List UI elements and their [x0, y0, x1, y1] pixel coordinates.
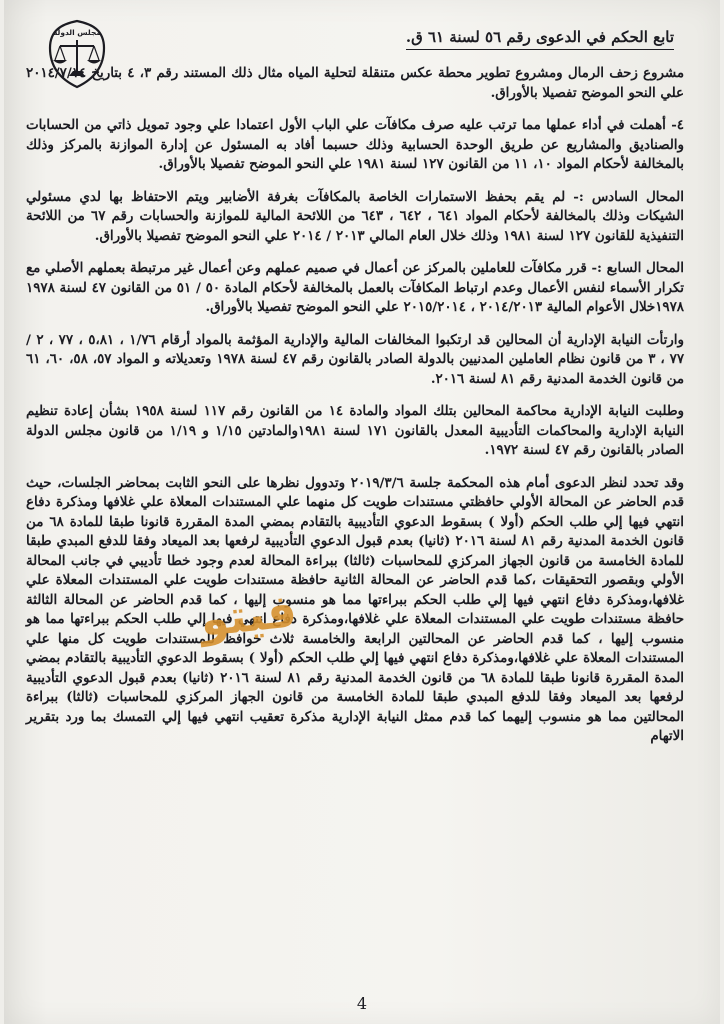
- document-page: [4, 0, 720, 1024]
- judgment-header: تابع الحكم في الدعوى رقم ٥٦ لسنة ٦١ ق.: [406, 28, 674, 50]
- paragraph-violation-4: ٤- أهملت في أداء عملها مما ترتب عليه صرف مكافآت علي الباب الأول اعتمادا علي وجود تمويل ذاتي من الحسابات والصناديق والمشاريع عن طريق الوحدة الحسابية وذلك حسبما أفاد به المسئول عن إدارة الموازنة بالمركز وذلك بالمخالفة لأحكام المواد ١٠، ١١ من القانون ١٢٧ لسنة ١٩٨١ علي النحو الموضح تفصيلا بالأوراق.: [26, 117, 684, 172]
- paragraph-prosecution-request: وطلبت النيابة الإدارية محاكمة المحالين بتلك المواد والمادة ١٤ من القانون رقم ١١٧ لسنة ١٩٥٨ بشأن إعادة تنظيم النيابة الإدارية والمحاكمات التأديبية المعدل بالقانون ١٧١ لسنة ١٩٨١والمادتين ١/١٥ و ١/١٩ من قانون مجلس الدولة الصادر بالقانون رقم ٤٧ لسنة ١٩٧٢.: [26, 403, 684, 458]
- seal-logo-text: مجلس الدولة: [52, 28, 102, 37]
- paragraph-project-reference: مشروع زحف الرمال ومشروع تطوير محطة عكس متنقلة لتحلية المياه مثال ذلك المستند رقم ٣، ٤ بتاريخ ٢٠١٤/٧/١٤ علي النحو الموضح تفصيلا بالأوراق.: [26, 65, 685, 101]
- paragraph-seventh-defendant: المحال السابع :- قرر مكافآت للعاملين بالمركز عن أعمال في صميم عملهم وعن أعمال غير مرتبطة بعملهم الأصلي مع تكرار الأسماء لنفس الأعمال وعدم ارتباط المكافآت بالعمل بالمخالفة لأحكام المادة ٥٠ / ٥١ من القانون ٤٧ لسنة ١٩٧٨ ١٩٧٨خلال الأعوام المالية ٢٠١٤/٢٠١٣ ، ٢٠١٥/٢٠١٤ علي النحو الموضح تفصيلا بالأوراق.: [26, 260, 685, 315]
- paragraph-prosecution-opinion: وارتأت النيابة الإدارية أن المحالين قد ارتكبوا المخالفات المالية والإدارية المؤثمة بالمواد أرقام ١/٧٦ ، ٥،٨١ ، ٧٧ ، ٢ / ٧٧ ، ٣ من قانون نظام العاملين المدنيين بالدولة الصادر بالقانون رقم ٤٧ لسنة ١٩٧٨ وتعديلاته و المواد ٥٧، ٥٨، ٦٠، ٦١ من قانون الخدمة المدنية رقم ٨١ لسنة ٢٠١٦.: [26, 331, 685, 387]
- page-number: 4: [356, 994, 368, 1013]
- paragraph-court-sessions: وقد تحدد لنظر الدعوى أمام هذه المحكمة جلسة ٢٠١٩/٣/٦ وتدوول نظرها على النحو الثابت بمحاضر الجلسات، حيث قدم الحاضر عن المحالة الأولي حافظتي مستندات طويت كل منهما علي المستندات المعلاة علي غلافها ومذكرة دفاع انتهي فيها إلي طلب الحكم (أولا ) بسقوط الدعوي التأديبية بالتقادم بمضي المدة المقررة قانونا طبقا للمادة ٦٨ من قانون الخدمة المدنية رقم ٨١ لسنة ٢٠١٦ (ثانيا) بعدم قبول الدعوي التأديبية لرفعها بعد الميعاد وفقا للدفع المبدي طبقا للمادة الخامسة من قانون الجهاز المركزي للمحاسبات (ثالثا) ببراءة المحالة لعدم وجود خطا تأديبي في جانب المحالة الأولي وبقصور التحقيقات ،كما قدم الحاضر عن المحالة الثانية حافظة مستندات طويت علي المستندات المعلاة علي غلافها،ومذكرة دفاع انتهي فيها إلي طلب الحكم ببراءتها مما هو منسوب إليها ، كما قدم الحاضر عن المحالة الثالثة حافظة مستندات طويت علي المستندات المعلاة علي غلافها،ومذكرة دفاع انتهي فيها إلي طلب الحكم ببراءتها مما هو منسوب إليها ، كما قدم الحاضر عن المحالتين الرابعة والخامسة ثلاث حوافظ للمستندات طويت كل منها علي المستندات المعلاة علي غلافها،ومذكرة دفاع انتهي فيها إلي طلب الحكم (أولا ) بسقوط الدعوي التأديبية بالتقادم بمضي المدة المقررة قانونا طبقا للمادة ٦٨ من قانون الخدمة المدنية رقم ٨١ لسنة ٢٠١٦ (ثانيا) بعدم قبول الدعوي التأديبية لرفعها بعد الميعاد وفقا للدفع المبدي طبقا للمادة الخامسة من قانون الجهاز المركزي للمحاسبات (ثالثا) ببراءة المحالتين مما هو منسوب إليهما كما قدم ممثل النيابة الإدارية مذكرة تعقيب انتهي فيها إلي التمسك بما ورد بتقرير الاتهام: [26, 474, 684, 744]
- site-watermark-logo: فيتو: [197, 583, 300, 647]
- judgment-body: [26, 64, 684, 760]
- paragraph-sixth-defendant: المحال السادس :- لم يقم بحفظ الاستمارات الخاصة بالمكافآت بغرفة الأضابير ويتم الاحتفاظ بها لدي مسئولي الشيكات وذلك بالمخالفة لأحكام المواد ٦٤١ ، ٦٤٢ ، ٦٤٣ من اللائحة المالية للموازنة والحسابات رقم ٦٧ من اللائحة التنفيذية للقانون ١٢٧ لسنة ١٩٨١ وذلك خلال العام المالي ٢٠١٣ / ٢٠١٤ علي النحو الموضح تفصيلا بالأوراق.: [26, 188, 685, 244]
